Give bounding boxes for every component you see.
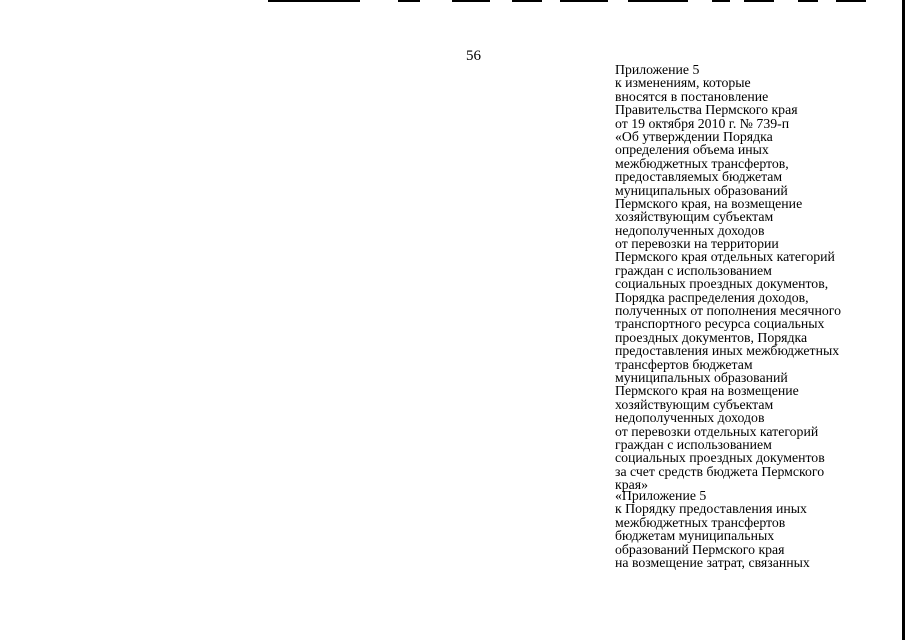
appendix-text-line: от перевозки на территории <box>615 236 779 252</box>
appendix-text-line: к изменениям, которые <box>615 75 751 91</box>
appendix-text-line: Пермского края, на возмещение <box>615 195 803 211</box>
appendix-text-line: недополученных доходов <box>615 222 765 238</box>
quoted-appendix-text-line: «Приложение 5 <box>615 488 707 503</box>
appendix-text-line: «Об утверждении Порядка <box>615 128 773 144</box>
appendix-text-line: хозяйствующим субъектам <box>615 396 774 412</box>
appendix-text-line: граждан с использованием <box>615 436 772 452</box>
top-scan-rule <box>628 0 688 2</box>
appendix-text-line: от 19 октября 2010 г. № 739-п <box>615 115 790 131</box>
appendix-text-line: полученных от пополнения месячного <box>615 303 841 319</box>
appendix-text-line: за счет средств бюджета Пермского <box>615 463 825 479</box>
quoted-appendix-block <box>615 489 810 569</box>
appendix-text-line: Правительства Пермского края <box>615 102 798 118</box>
appendix-text-line: межбюджетных трансфертов, <box>615 155 789 171</box>
appendix-text-line: муниципальных образований <box>615 369 788 385</box>
appendix-text-line: края» <box>615 477 648 493</box>
appendix-text-line: трансфертов бюджетам <box>615 356 753 372</box>
quoted-appendix-text-line: бюджетам муниципальных <box>615 528 775 544</box>
appendix-text-line: предоставления иных межбюджетных <box>615 343 840 359</box>
top-scan-rule <box>268 0 360 2</box>
appendix-header-block <box>615 63 841 492</box>
appendix-text-line: Порядка распределения доходов, <box>615 289 809 305</box>
appendix-text-line: Пермского края на возмещение <box>615 383 799 399</box>
appendix-text-line: недополученных доходов <box>615 410 765 426</box>
appendix-text-line: муниципальных образований <box>615 182 788 198</box>
appendix-text-line: проездных документов, Порядка <box>615 329 808 345</box>
page-number: 56 <box>466 48 481 64</box>
appendix-text-line: транспортного ресурса социальных <box>615 316 825 332</box>
appendix-text-line: определения объема иных <box>615 142 769 158</box>
top-scan-rule <box>452 0 490 2</box>
appendix-text-line: от перевозки отдельных категорий <box>615 423 819 439</box>
quoted-appendix-text-line: к Порядку предоставления иных <box>615 501 807 517</box>
appendix-text-line: хозяйствующим субъектам <box>615 209 774 225</box>
top-scan-rule <box>398 0 420 2</box>
quoted-appendix-text-line: на возмещение затрат, связанных <box>615 554 810 570</box>
top-scan-rule <box>512 0 542 2</box>
top-scan-rule <box>560 0 608 2</box>
quoted-appendix-text-line: образований Пермского края <box>615 541 785 557</box>
quoted-appendix-text-line: межбюджетных трансфертов <box>615 514 786 530</box>
appendix-text-line: вносятся в постановление <box>615 88 769 104</box>
top-scan-rule <box>712 0 730 2</box>
top-scan-rule <box>836 0 866 2</box>
appendix-text-line: социальных проездных документов <box>615 450 825 466</box>
top-scan-rule <box>798 0 818 2</box>
appendix-text-line: Приложение 5 <box>615 62 700 77</box>
appendix-text-line: граждан с использованием <box>615 262 772 278</box>
appendix-text-line: социальных проездных документов, <box>615 276 829 292</box>
appendix-text-line: Пермского края отдельных категорий <box>615 249 835 265</box>
top-scan-rule <box>744 0 774 2</box>
appendix-text-line: предоставляемых бюджетам <box>615 169 783 185</box>
